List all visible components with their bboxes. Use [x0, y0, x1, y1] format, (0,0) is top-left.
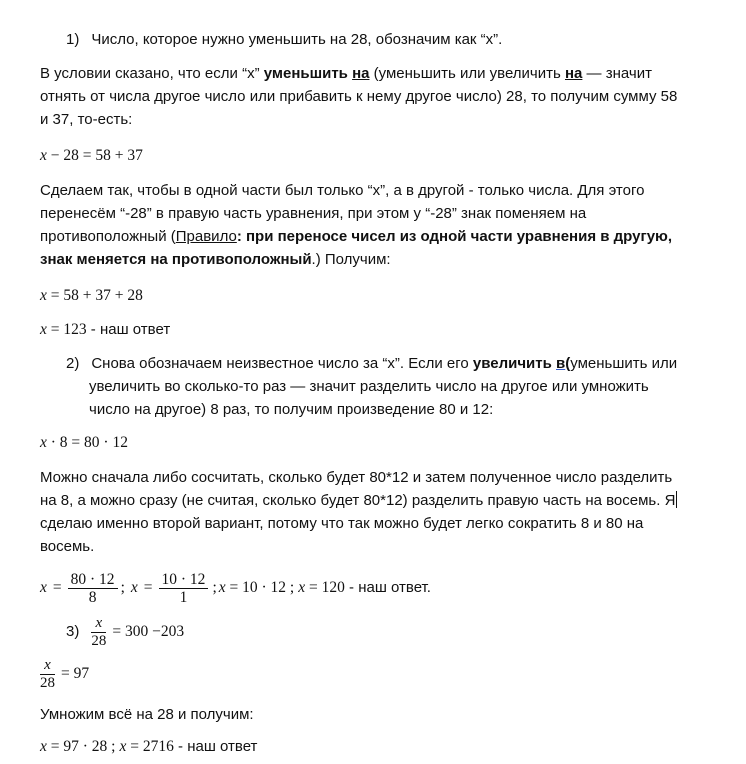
list-item-3: 3) $\frac{x}{28}$ = 300 −203	[66, 614, 185, 649]
bold-text: увеличить	[472, 355, 556, 372]
paragraph-line: противоположный (Правило: при переносе чисел из одной части уравнения в другую,	[40, 228, 673, 245]
paragraph-line: на 8, а можно сразу (не считая, сколько будет 80*12) разделить правую часть на восемь. Я	[40, 492, 676, 509]
answer-note: - наш ответ	[173, 738, 258, 755]
paragraph-line: восемь.	[40, 538, 95, 555]
list-number: 1)	[66, 31, 80, 48]
paragraph-line: знак меняется на противоположный.) Получим:	[40, 251, 391, 268]
list-number: 2)	[66, 355, 80, 372]
equation-1: x − 28 = 58 + 37	[40, 147, 143, 164]
equation-3: x = 123 - наш ответ	[40, 321, 171, 338]
fraction: $\frac{x}{28}$	[40, 656, 55, 691]
equation-7: x = 97 · 28 ; x = 2716 - наш ответ	[40, 738, 258, 755]
paragraph-line: Можно сначала либо сосчитать, сколько будет 80*12 и затем полученное число разделить	[40, 469, 673, 486]
rule-link: Правило	[175, 228, 237, 245]
paragraph-line: Умножим всё на 28 и получим:	[40, 706, 254, 723]
bold-underlined-text: на	[352, 65, 370, 82]
list-text: Число, которое нужно уменьшить на 28, обозначим как “x”.	[91, 31, 503, 48]
fraction: $\frac{10 \cdot 12}{1}$	[159, 571, 209, 606]
fraction: $\frac{x}{28}$	[91, 614, 107, 649]
equation-2: x = 58 + 37 + 28	[40, 287, 143, 304]
list-item-1	[66, 30, 502, 50]
equation-6: $\frac{x}{28}$ = 97	[40, 656, 90, 691]
paragraph-line: сделаю именно второй вариант, потому что так можно будет легко сократить 8 и 80 на	[40, 515, 644, 532]
bold-underlined-text: на	[564, 65, 583, 82]
paragraph-line: перенесём “-28” в правую часть уравнения, при этом у “-28” знак поменяем на	[40, 205, 587, 222]
paragraph-line: В условии сказано, что если “x” уменьшить на (уменьшить или увеличить на — значит	[40, 65, 652, 82]
equation-4: x · 8 = 80 · 12	[40, 434, 128, 451]
bold-text: уменьшить	[263, 65, 353, 82]
equation-5: x = $\frac{80 \cdot 12}{8}$ ; x = $\frac{10 \cdot 12}{1}$ ; x = 10 · 12 ; x = 120 - наш ответ.	[40, 570, 431, 606]
answer-note: - наш ответ	[86, 321, 171, 338]
paragraph-line: увеличить во сколько-то раз — значит разделить число на другое или умножить	[89, 378, 649, 395]
paragraph-line: и 37, то-есть:	[40, 111, 133, 128]
paragraph-line: число на другое) 8 раз, то получим произведение 80 и 12:	[89, 401, 494, 418]
rule-text: знак меняется на противоположный	[40, 251, 312, 268]
list-number: 3)	[66, 623, 80, 640]
answer-note: - наш ответ.	[344, 579, 431, 596]
list-item-2: 2) Снова обозначаем неизвестное число за “x”. Если его увеличить в(уменьшить или	[66, 355, 678, 372]
fraction: $\frac{80 \cdot 12}{8}$	[68, 571, 118, 606]
bold-underlined-text: в	[556, 355, 566, 372]
text-cursor	[676, 491, 677, 508]
paragraph-line: отнять от числа другое число или прибавить к нему другое число) 28, то получим сумму 58	[40, 88, 678, 105]
rule-text: : при переносе чисел из одной части уравнения в другую,	[236, 228, 673, 245]
paragraph-line: Сделаем так, чтобы в одной части был только “x”, а в другой - только числа. Для этого	[40, 182, 645, 199]
